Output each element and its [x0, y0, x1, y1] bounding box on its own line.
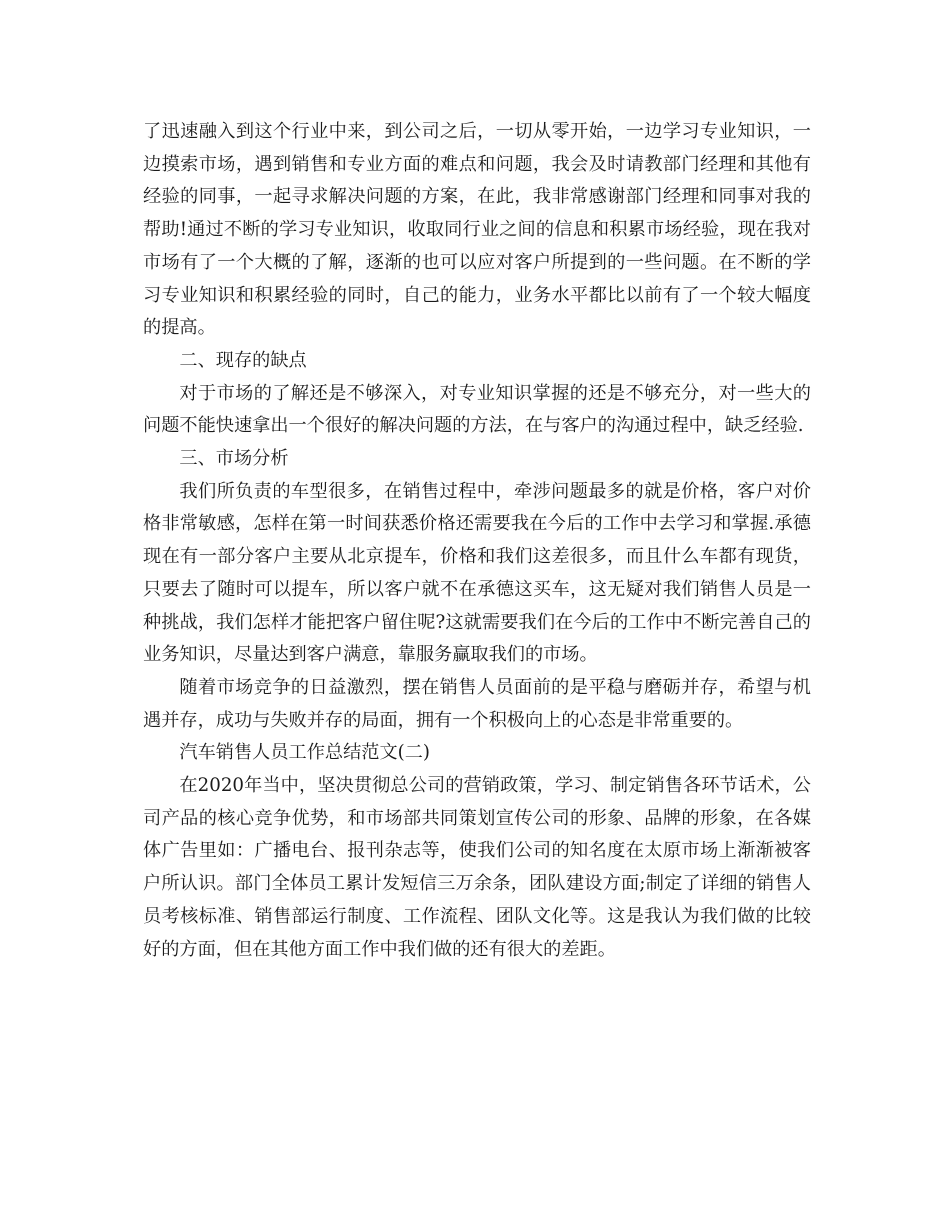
body-paragraph-2020-summary: 在2020年当中，坚决贯彻总公司的营销政策，学习、制定销售各环节话术，公司产品的核心竞争优势，和市场部共同策划宣传公司的形象、品牌的形象，在各媒体广告里如：广播电台、报刊杂志等，使我们公司的知名度在太原市场上渐渐被客户所认识。部门全体员工累计发短信三万余条，团队建设方面;制定了详细的销售人员考核标准、销售部运行制度、工作流程、团队文化等。这是我认为我们做的比较好的方面，但在其他方面工作中我们做的还有很大的差距。 — [143, 775, 811, 960]
body-paragraph-continuation: 了迅速融入到这个行业中来，到公司之后，一切从零开始，一边学习专业知识，一边摸索市场，遇到销售和专业方面的难点和问题，我会及时请教部门经理和其他有经验的同事，一起寻求解决问题的方案，在此，我非常感谢部门经理和同事对我的帮助!通过不断的学习专业知识，收取同行业之间的信息和积累市场经验，现在我对市场有了一个大概的了解，逐渐的也可以应对客户所提到的一些问题。在不断的学习专业知识和积累经验的同时，自己的能力，业务水平都比以前有了一个较大幅度的提高。 — [143, 121, 811, 339]
section-heading-sample-two: 汽车销售人员工作总结范文(二) — [179, 742, 431, 764]
body-paragraph-market-analysis: 我们所负责的车型很多，在销售过程中，牵涉问题最多的就是价格，客户对价格非常敏感，怎样在第一时间获悉价格还需要我在今后的工作中去学习和掌握.承德现在有一部分客户主要从北京提车，价格和我们这差很多，而且什么车都有现货，只要去了随时可以提车，所以客户就不在承德这买车，这无疑对我们销售人员是一种挑战，我们怎样才能把客户留住呢?这就需要我们在今后的工作中不断完善自己的业务知识，尽量达到客户满意，靠服务赢取我们的市场。 — [143, 480, 811, 666]
section-heading-shortcomings: 二、现存的缺点 — [179, 349, 307, 371]
body-paragraph-competition: 随着市场竞争的日益激烈，摆在销售人员面前的是平稳与磨砺并存，希望与机遇并存，成功与失败并存的局面，拥有一个积极向上的心态是非常重要的。 — [143, 676, 811, 731]
body-paragraph-shortcomings: 对于市场的了解还是不够深入，对专业知识掌握的还是不够充分，对一些大的问题不能快速拿出一个很好的解决问题的方法，在与客户的沟通过程中，缺乏经验. — [143, 382, 811, 437]
section-heading-market-analysis: 三、市场分析 — [179, 448, 289, 470]
document-body — [143, 116, 811, 966]
